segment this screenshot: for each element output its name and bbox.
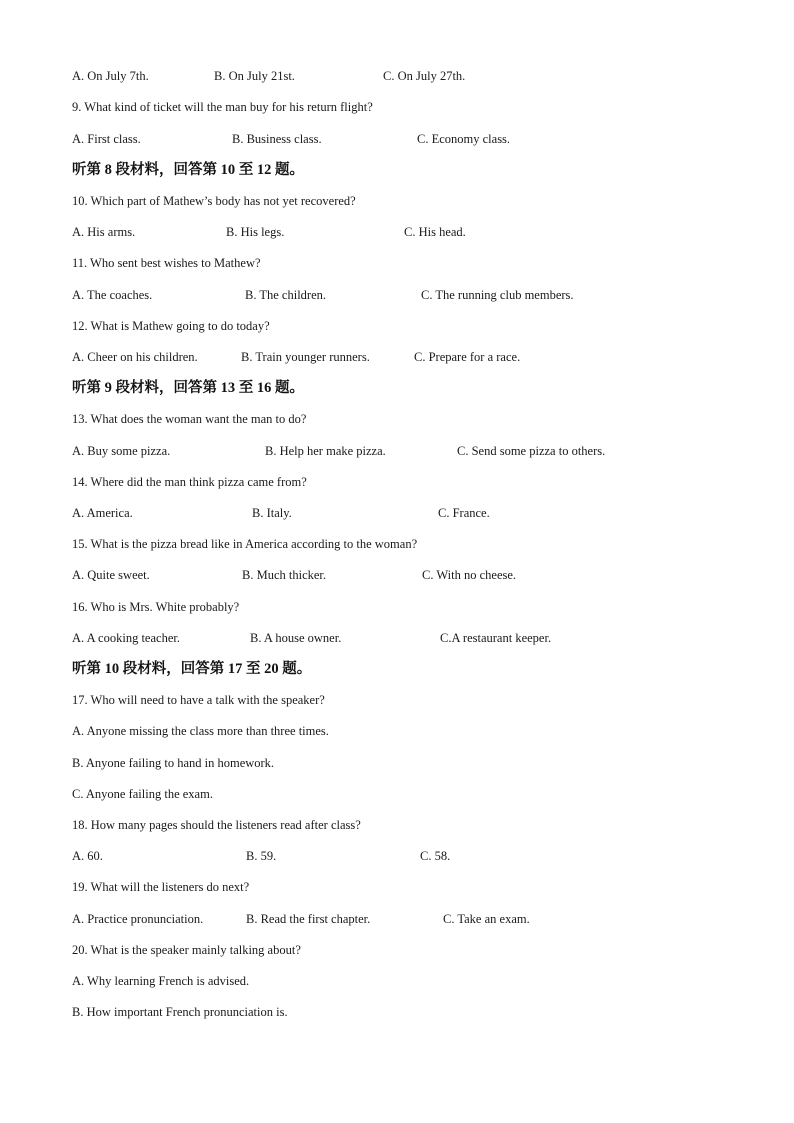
question-12: 12. What is Mathew going to do today?	[72, 319, 270, 333]
option-b: B. Read the first chapter.	[246, 912, 371, 926]
option-b: B. Italy.	[252, 506, 292, 520]
question-13: 13. What does the woman want the man to do?	[72, 412, 307, 426]
option-a: A. A cooking teacher.	[72, 631, 180, 645]
q17-option-c: C. Anyone failing the exam.	[72, 787, 213, 801]
q20-option-a: A. Why learning French is advised.	[72, 974, 250, 988]
question-17: 17. Who will need to have a talk with the speaker?	[72, 693, 325, 707]
q17-option-b: B. Anyone failing to hand in homework.	[72, 756, 275, 770]
option-a: A. Practice pronunciation.	[72, 912, 204, 926]
question-16: 16. Who is Mrs. White probably?	[72, 600, 240, 614]
option-b: B. His legs.	[226, 225, 285, 239]
question-19: 19. What will the listeners do next?	[72, 880, 250, 894]
option-b: B. Business class.	[232, 132, 322, 146]
option-a: A. Buy some pizza.	[72, 444, 171, 458]
question-18: 18. How many pages should the listeners read after class?	[72, 818, 361, 832]
question-20: 20. What is the speaker mainly talking about?	[72, 943, 301, 957]
option-c: C. Economy class.	[417, 132, 511, 146]
section-9-heading: 听第 9 段材料，回答第 13 至 16 题。	[72, 380, 304, 396]
option-c: C. 58.	[420, 849, 451, 863]
section-10-heading: 听第 10 段材料，回答第 17 至 20 题。	[72, 661, 312, 677]
option-a: A. 60.	[72, 849, 103, 863]
option-b: B. The children.	[245, 288, 326, 302]
question-15: 15. What is the pizza bread like in America according to the woman?	[72, 537, 418, 551]
option-c: C. France.	[438, 506, 490, 520]
option-c: C. Take an exam.	[443, 912, 530, 926]
option-b: B. On July 21st.	[214, 69, 295, 83]
option-a: A. His arms.	[72, 225, 136, 239]
option-b: B. Help her make pizza.	[265, 444, 386, 458]
section-8-heading: 听第 8 段材料，回答第 10 至 12 题。	[72, 162, 304, 178]
option-a: A. Quite sweet.	[72, 568, 150, 582]
q20-option-b: B. How important French pronunciation is.	[72, 1005, 288, 1019]
option-c: C. His head.	[404, 225, 466, 239]
option-c: C.A restaurant keeper.	[440, 631, 552, 645]
question-9: 9. What kind of ticket will the man buy for his return flight?	[72, 100, 373, 114]
option-c: C. With no cheese.	[422, 568, 517, 582]
option-a: A. On July 7th.	[72, 69, 149, 83]
option-b: B. Train younger runners.	[241, 350, 370, 364]
option-b: B. 59.	[246, 849, 277, 863]
option-c: C. Prepare for a race.	[414, 350, 521, 364]
question-10: 10. Which part of Mathew’s body has not yet recovered?	[72, 194, 356, 208]
option-c: C. On July 27th.	[383, 69, 466, 83]
question-11: 11. Who sent best wishes to Mathew?	[72, 256, 261, 270]
option-b: B. A house owner.	[250, 631, 342, 645]
option-a: A. First class.	[72, 132, 141, 146]
option-c: C. The running club members.	[421, 288, 574, 302]
option-a: A. The coaches.	[72, 288, 153, 302]
q17-option-a: A. Anyone missing the class more than three times.	[72, 724, 329, 738]
question-14: 14. Where did the man think pizza came from?	[72, 475, 307, 489]
option-c: C. Send some pizza to others.	[457, 444, 606, 458]
option-b: B. Much thicker.	[242, 568, 327, 582]
option-a: A. America.	[72, 506, 133, 520]
option-a: A. Cheer on his children.	[72, 350, 198, 364]
